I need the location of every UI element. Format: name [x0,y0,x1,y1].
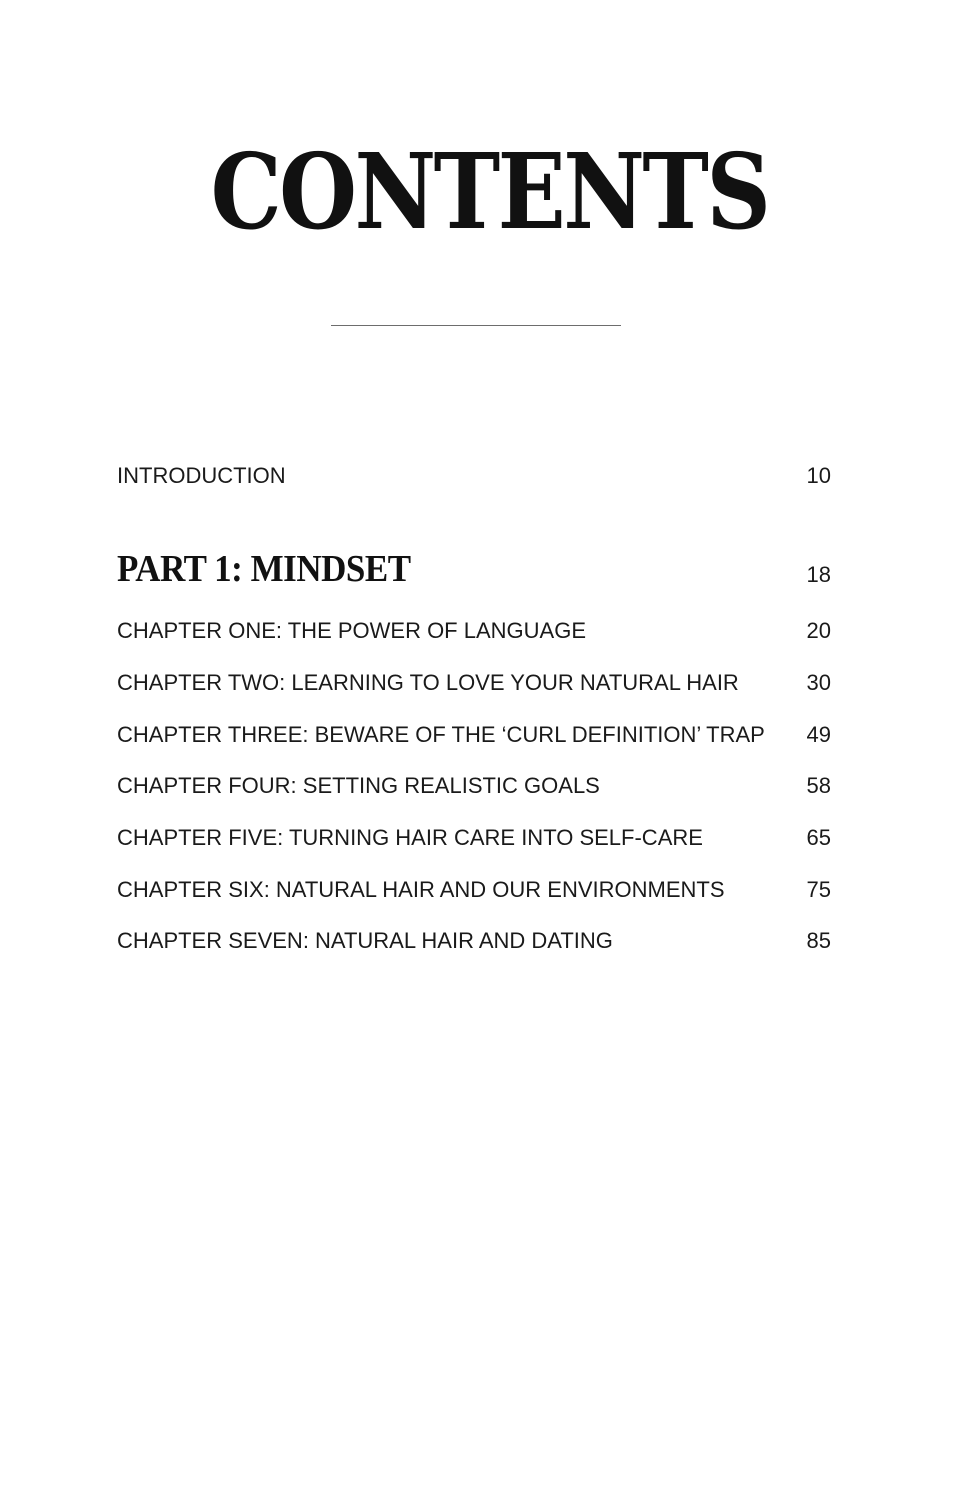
toc-entry-chapter-one [117,610,831,642]
toc-entry-page-number: 75 [806,877,831,902]
toc-entry-chapter-two [117,662,831,694]
title-divider [331,325,621,326]
toc-entry-page-number: 30 [806,670,831,695]
toc-entry-chapter-three [117,714,831,746]
toc-entry-chapter-five [117,817,831,849]
toc-entry-label: CHAPTER SEVEN: NATURAL HAIR AND DATING [117,928,613,953]
toc-entry-page-number: 49 [806,722,831,747]
page-title: CONTENTS [210,130,769,253]
toc-entry-label: INTRODUCTION [117,463,286,488]
toc-entry-page-number: 85 [806,928,831,953]
toc-entry-label: CHAPTER ONE: THE POWER OF LANGUAGE [117,618,586,643]
toc-part-label: PART 1: MINDSET [117,548,411,590]
toc-entry-label: CHAPTER THREE: BEWARE OF THE ‘CURL DEFINITION’ TRAP [117,722,765,747]
toc-entry-label: CHAPTER FIVE: TURNING HAIR CARE INTO SELF-CARE [117,825,703,850]
toc-entry-page-number: 10 [806,463,831,488]
toc-entry-chapter-four [117,765,831,797]
toc-entry-introduction [117,455,831,487]
toc-entry-chapter-six [117,869,831,901]
toc-entry-label: CHAPTER TWO: LEARNING TO LOVE YOUR NATURAL HAIR [117,670,739,695]
toc-part-heading [117,548,831,590]
toc-entry-page-number: 58 [806,773,831,798]
toc-entry-label: CHAPTER SIX: NATURAL HAIR AND OUR ENVIRONMENTS [117,877,725,902]
toc-entry-page-number: 65 [806,825,831,850]
toc-entry-label: CHAPTER FOUR: SETTING REALISTIC GOALS [117,773,600,798]
toc-entry-page-number: 20 [806,618,831,643]
toc-part-page-number: 18 [806,562,831,587]
toc-entry-chapter-seven [117,920,831,952]
